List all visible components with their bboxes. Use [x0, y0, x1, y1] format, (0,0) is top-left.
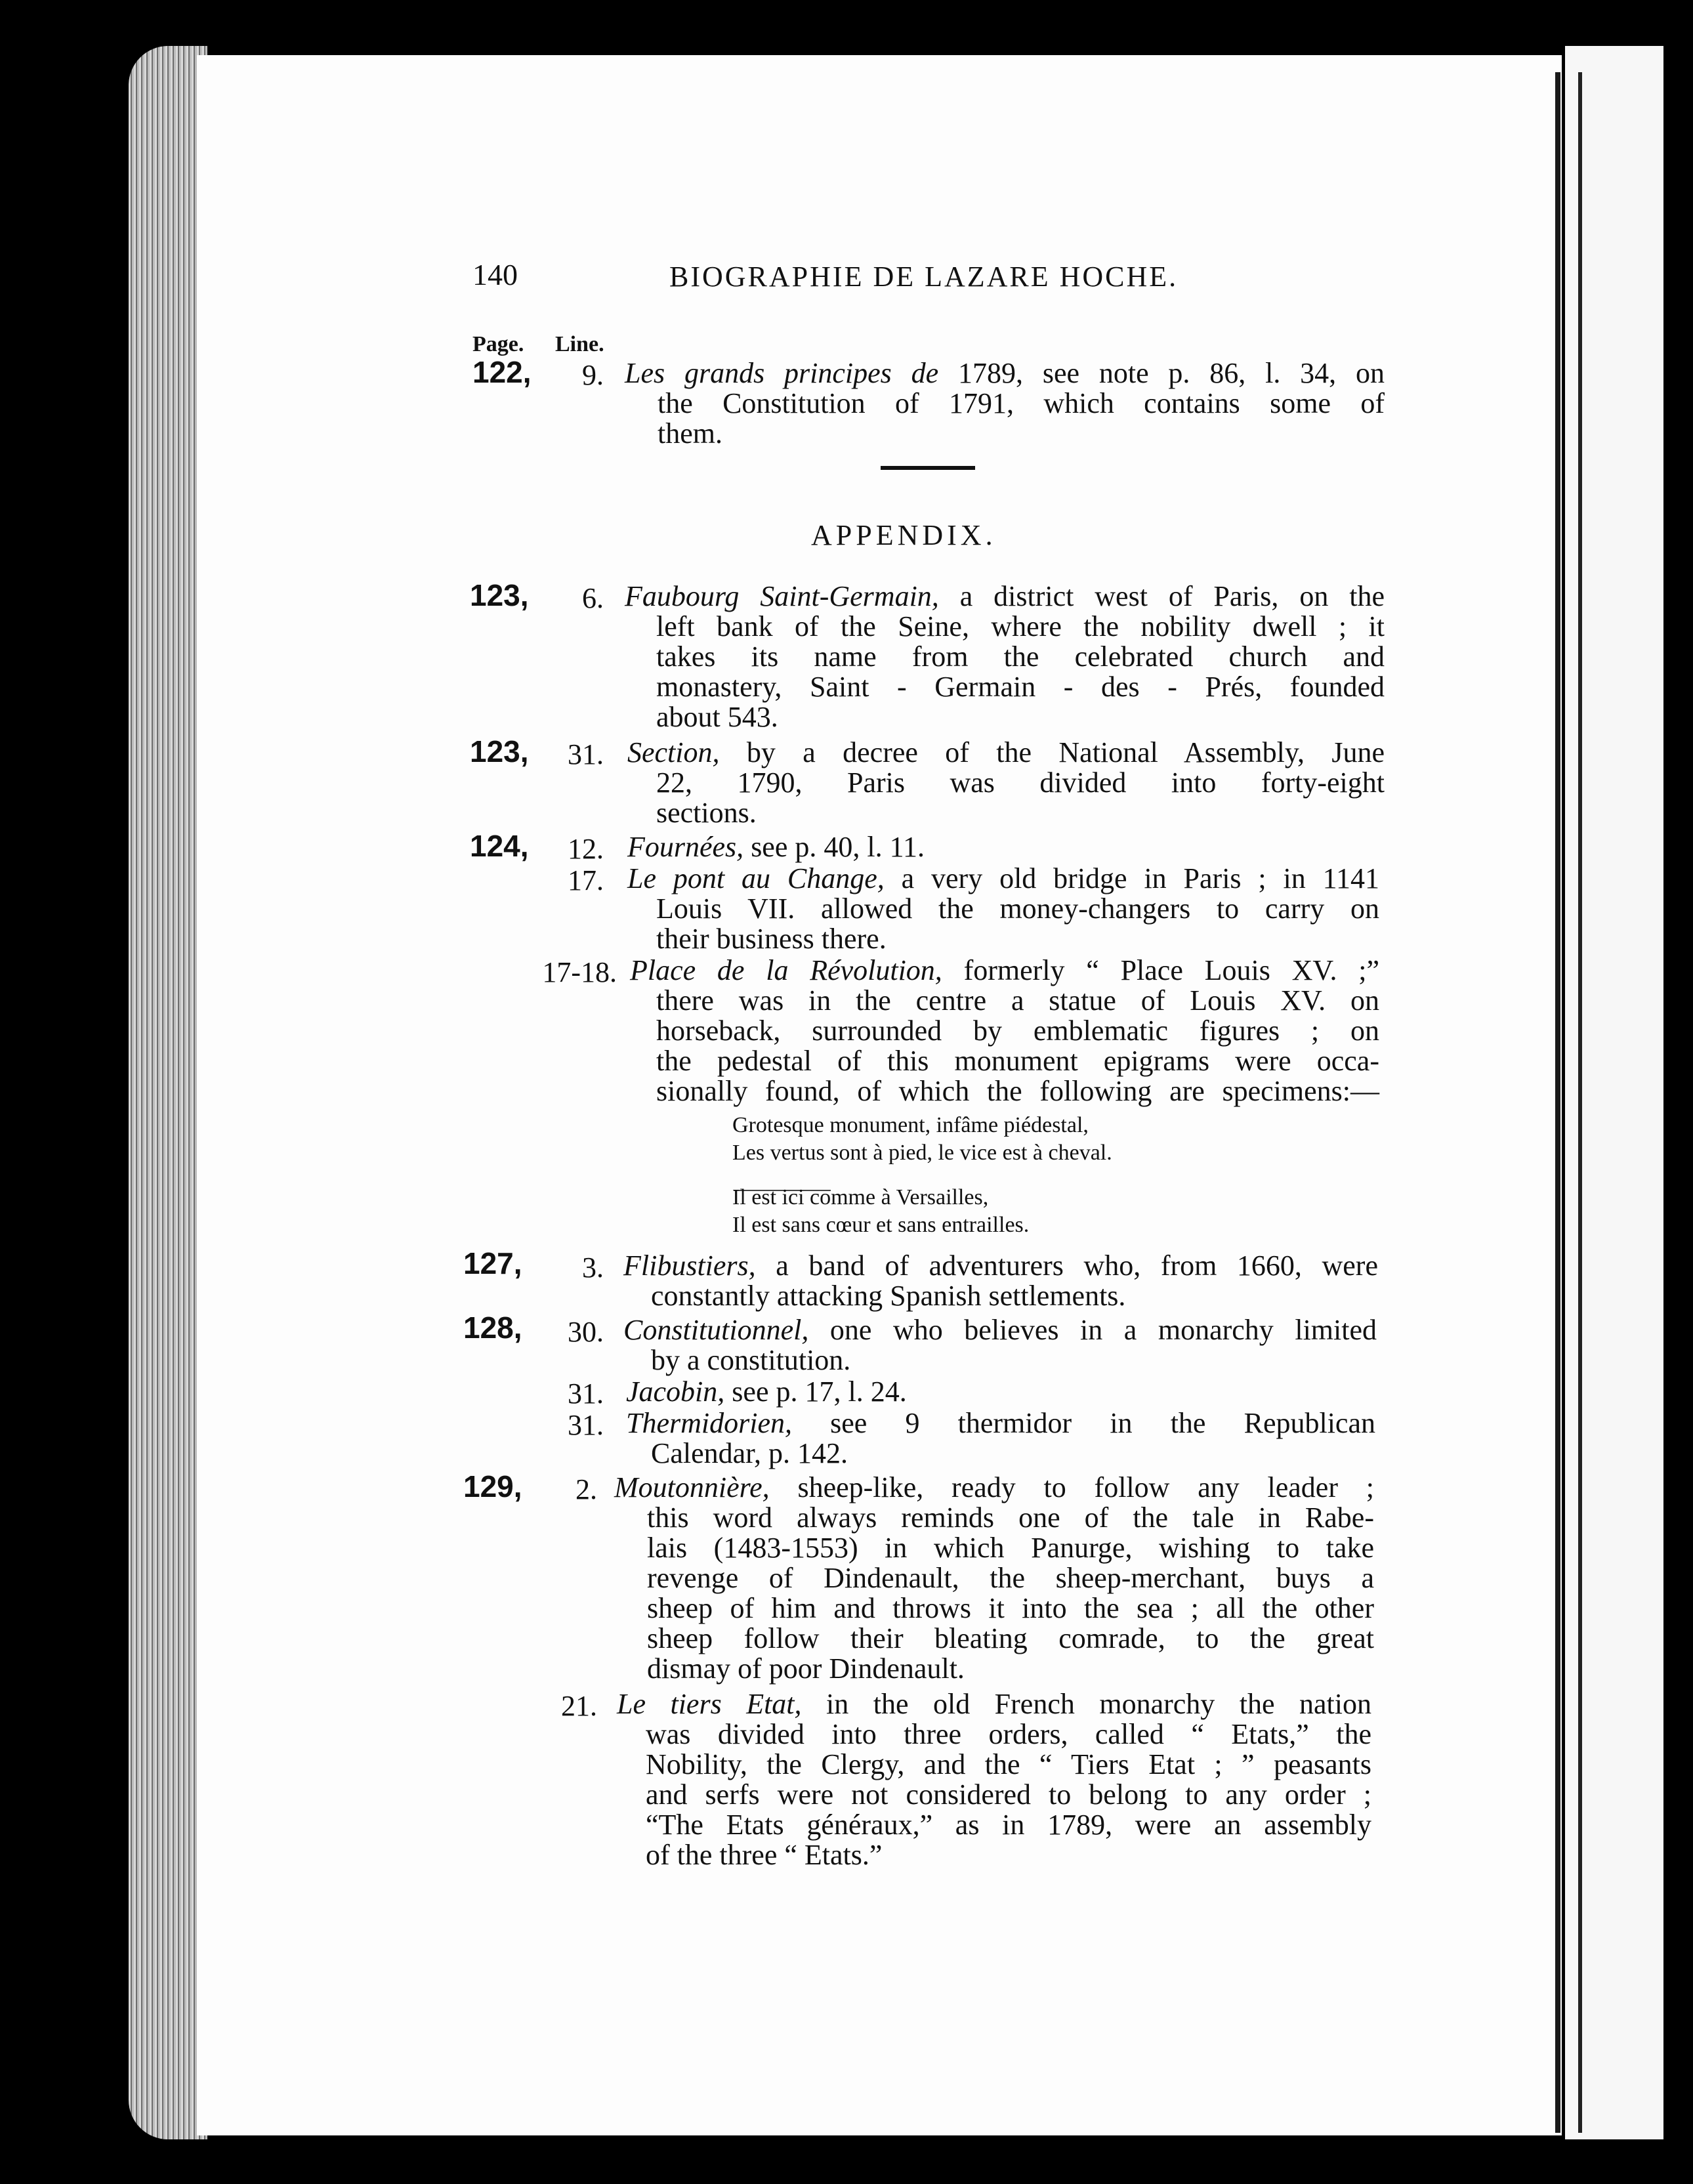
entry-text: see p. 17, l. 24.: [724, 1376, 907, 1408]
entry-first-line: [623, 1251, 1378, 1281]
entry-line: sionally found, of which the following are specimens:—: [656, 1075, 1379, 1107]
running-head: [472, 257, 1391, 297]
gutter-line: [1555, 72, 1560, 2133]
entry-first-line: [617, 1689, 1371, 1719]
entry-line: 22, 1790, Paris was divided into forty-eight: [656, 766, 1385, 799]
entry-text: see p. 40, l. 11.: [743, 831, 925, 863]
entry-line: dismay of poor Dindenault.: [647, 1652, 965, 1685]
entry-line-ref: 6.: [582, 582, 604, 614]
entry-first-line: [625, 358, 1385, 388]
entry-first-line: [627, 832, 925, 862]
entry-line: sheep of him and throws it into the sea ; all the other: [647, 1592, 1374, 1624]
entry-first-line: [614, 1473, 1374, 1503]
page-number: 140: [472, 258, 518, 291]
entry-term: Flibustiers,: [623, 1250, 756, 1282]
entry-text: a district west of Paris, on the: [938, 580, 1385, 612]
entry-line: the pedestal of this monument epigrams were occa-: [656, 1045, 1379, 1077]
entry-page-ref: 129,: [463, 1469, 522, 1503]
entry-line: by a constitution.: [651, 1344, 851, 1376]
entry-line: lais (1483-1553) in which Panurge, wishing to take: [647, 1532, 1374, 1564]
verse-line: Grotesque monument, infâme piédestal,: [732, 1113, 1089, 1137]
entry-text: one who believes in a monarchy limited: [808, 1314, 1377, 1346]
entry-first-line: [623, 1315, 1377, 1345]
entry-line-ref: 2.: [575, 1473, 597, 1505]
entry-line: monastery, Saint - Germain - des - Prés, founded: [656, 671, 1385, 703]
entry-line-ref: 30.: [568, 1316, 604, 1348]
entry-first-line: [627, 738, 1385, 768]
entry-line: “The Etats généraux,” as in 1789, were an assembly: [646, 1809, 1371, 1841]
entry-term: Moutonnière,: [614, 1471, 770, 1503]
entry-page-ref: 124,: [470, 829, 529, 863]
entry-term: Les grands principes de: [625, 357, 939, 389]
entry-line-ref: 31.: [568, 738, 604, 770]
entry-text: formerly “ Place Louis XV. ;”: [942, 954, 1379, 986]
verse-line: Il est sans cœur et sans entrailles.: [732, 1213, 1030, 1237]
entry-line: takes its name from the celebrated church and: [656, 640, 1385, 673]
verse-line: Il est ici comme à Versailles,: [732, 1185, 989, 1209]
section-heading-appendix: APPENDIX.: [811, 519, 997, 551]
entry-line: horseback, surrounded by emblematic figures ; on: [656, 1015, 1379, 1047]
entry-line: left bank of the Seine, where the nobility dwell ; it: [656, 610, 1385, 642]
column-head-line: Line.: [555, 332, 604, 356]
entry-line: and serfs were not considered to belong to any order ;: [646, 1778, 1371, 1811]
entry-term: Le pont au Change,: [627, 862, 885, 894]
section-divider: [881, 466, 975, 470]
entry-line: sheep follow their bleating comrade, to the great: [647, 1622, 1374, 1654]
entry-text: by a decree of the National Assembly, June: [719, 736, 1385, 768]
verse-line: Les vertus sont à pied, le vice est à cheval.: [732, 1141, 1112, 1165]
entry-line: this word always reminds one of the tale in Rabe-: [647, 1502, 1374, 1534]
entry-text: 1789, see note p. 86, l. 34, on: [938, 357, 1385, 389]
entry-first-line: [625, 581, 1385, 612]
page-edge: [129, 46, 207, 2139]
entry-first-line: [626, 1377, 907, 1407]
entry-first-line: [630, 956, 1379, 986]
entry-term: Constitutionnel,: [623, 1314, 809, 1346]
facing-page-rule: [1578, 72, 1582, 2133]
entry-line: there was in the centre a statue of Louis XV. on: [656, 984, 1379, 1017]
entry-page-ref: 127,: [463, 1246, 522, 1280]
entry-line: them.: [658, 417, 722, 450]
entry-page-ref: 122,: [472, 355, 532, 389]
entry-line-ref: 17.: [568, 864, 604, 896]
entry-line: Louis VII. allowed the money-changers to carry on: [656, 892, 1379, 925]
entry-text: a very old bridge in Paris ; in 1141: [884, 862, 1379, 894]
entry-line-ref: 31.: [568, 1377, 604, 1410]
entry-line: of the three “ Etats.”: [646, 1839, 883, 1871]
entry-page-ref: 123,: [470, 734, 529, 768]
entry-line: Calendar, p. 142.: [651, 1437, 848, 1469]
entry-line-ref: 21.: [561, 1690, 597, 1722]
entry-term: Place de la Révolution,: [630, 954, 942, 986]
entry-line: the Constitution of 1791, which contains some of: [658, 387, 1385, 419]
entry-term: Faubourg Saint-Germain,: [625, 580, 939, 612]
entry-term: Section,: [627, 736, 720, 768]
entry-text: a band of adventurers who, from 1660, were: [755, 1250, 1378, 1282]
entry-term: Fournées,: [627, 831, 744, 863]
entry-term: Jacobin,: [626, 1376, 725, 1408]
entry-first-line: [626, 1408, 1375, 1438]
entry-line: their business there.: [656, 923, 887, 955]
entry-line-ref: 17-18.: [542, 956, 617, 988]
entry-first-line: [627, 864, 1379, 894]
entry-line: about 543.: [656, 701, 778, 733]
entry-page-ref: 123,: [470, 578, 529, 612]
entry-line: sections.: [656, 797, 757, 829]
entry-line-ref: 9.: [582, 359, 604, 391]
entry-line-ref: 12.: [568, 833, 604, 865]
entry-term: Le tiers Etat,: [617, 1688, 802, 1720]
entry-line: was divided into three orders, called “ Etats,” the: [646, 1718, 1371, 1750]
book-title: BIOGRAPHIE DE LAZARE HOCHE.: [669, 261, 1179, 293]
entry-line: constantly attacking Spanish settlements.: [651, 1280, 1126, 1312]
column-head-page: Page.: [472, 332, 524, 356]
entry-line: Nobility, the Clergy, and the “ Tiers Etat ; ” peasants: [646, 1748, 1371, 1780]
entry-line-ref: 3.: [582, 1251, 604, 1284]
entry-line: revenge of Dindenault, the sheep-merchant, buys a: [647, 1562, 1374, 1594]
entry-text: see 9 thermidor in the Republican: [792, 1407, 1375, 1439]
entry-text: in the old French monarchy the nation: [801, 1688, 1371, 1720]
entry-text: sheep-like, ready to follow any leader ;: [769, 1471, 1374, 1503]
entry-term: Thermidorien,: [626, 1407, 792, 1439]
entry-line-ref: 31.: [568, 1409, 604, 1441]
entry-page-ref: 128,: [463, 1311, 522, 1345]
